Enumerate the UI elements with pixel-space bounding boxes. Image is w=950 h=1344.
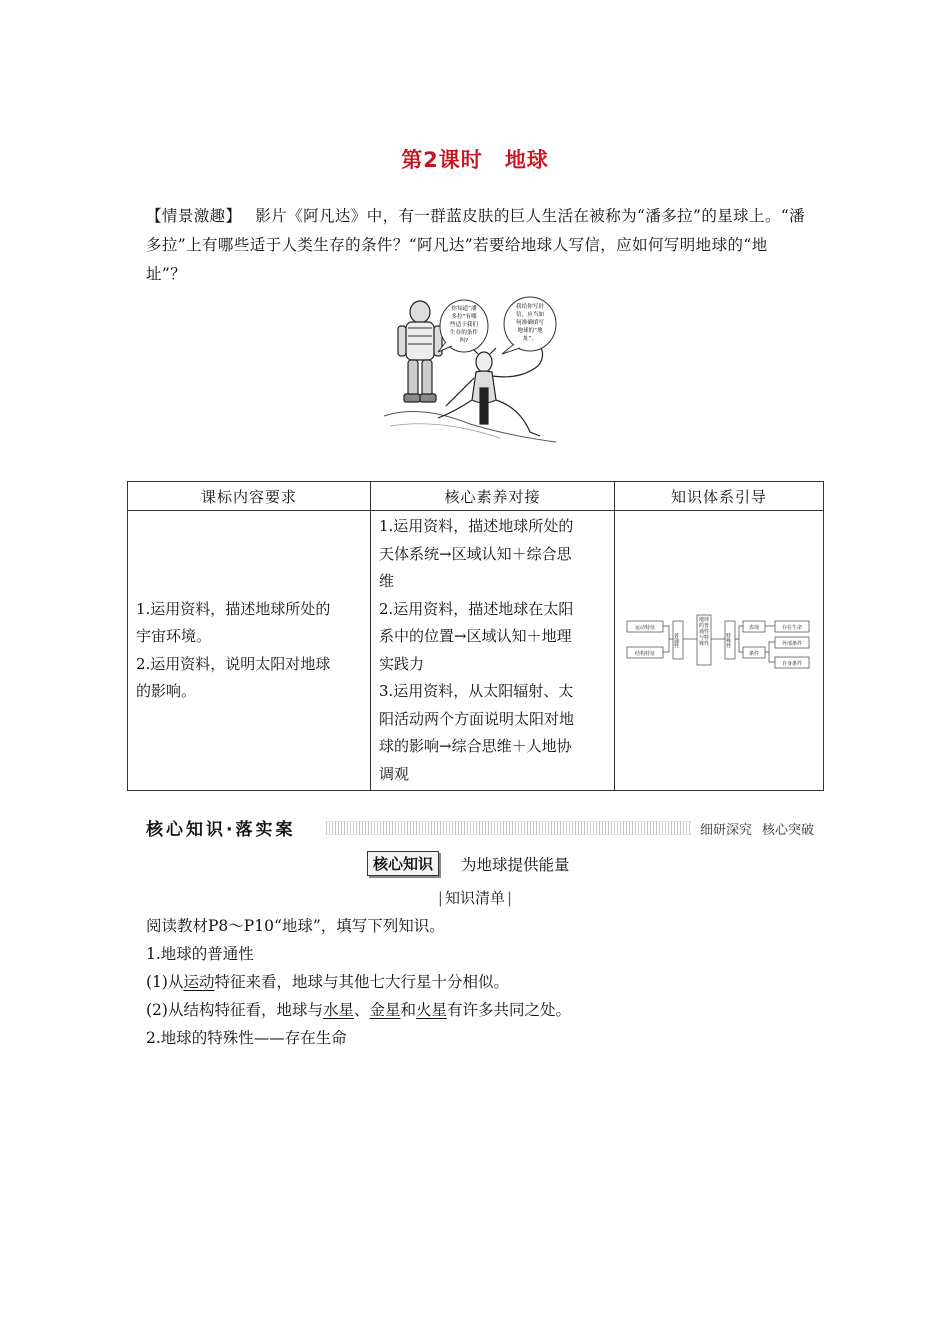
banner-subtitle-1: 细研深究 — [699, 823, 752, 838]
page-title — [0, 144, 950, 174]
table-header-row — [128, 482, 824, 511]
intro-text: 影片《阿凡达》中，有一群蓝皮肤的巨人生活在被称为“潘多拉”的星球上。“潘多拉”上有哪些适于人类生存的条件？“阿凡达”若要给地球人写信，应如何写明地球的“地址”？ — [146, 207, 806, 283]
item-motion-prefix: (1)从 — [146, 973, 184, 991]
bubble-right-line-5: 址”。 — [522, 336, 538, 342]
requirement-line: 宇宙环境。 — [136, 627, 212, 645]
section-banner — [146, 815, 816, 843]
item-motion — [146, 968, 816, 996]
bubble-left-line-4: 生存的条件 — [450, 330, 478, 336]
competency-line: 3.运用资料，从太阳辐射、太 — [379, 682, 574, 700]
separator: 、 — [353, 1001, 370, 1019]
header-knowledge-system: 知识体系引导 — [614, 482, 823, 511]
answer-mars: 火星 — [416, 1001, 448, 1019]
competency-line: 天体系统→区域认知＋综合思 — [379, 544, 572, 563]
core-knowledge-label: 核心知识 — [367, 851, 439, 876]
competency-line: 调观 — [379, 764, 410, 783]
competency-line: 维 — [379, 572, 395, 590]
header-curriculum-requirements: 课标内容要求 — [128, 482, 371, 511]
knowledge-list-title: | 知识清单 | — [437, 889, 513, 907]
answer-venus: 金星 — [369, 1001, 401, 1019]
requirements-cell — [128, 511, 371, 791]
bubble-left-line-1: 你知道“潘 — [451, 306, 477, 312]
header-core-competencies: 核心素养对接 — [371, 482, 615, 511]
bubble-right-line-4: 地球的“地 — [517, 328, 543, 334]
banner-subtitle — [692, 819, 816, 838]
lesson-number: 第2课时 — [401, 148, 483, 172]
speech-bubble-right — [502, 297, 556, 354]
diagram-node-generality: 普通性 — [672, 632, 679, 648]
knowledge-list-label: 知识清单 — [444, 889, 505, 907]
banner-subtitle-2: 核心突破 — [761, 823, 814, 838]
item-motion-suffix: 特征来看，地球与其他七大行星十分相似。 — [214, 973, 509, 991]
core-knowledge-text: 为地球提供能量 — [461, 855, 570, 874]
bubble-left-line-2: 多拉”有哪 — [451, 314, 477, 320]
requirement-line: 的影响。 — [136, 682, 197, 700]
intro-paragraph — [146, 202, 806, 289]
diagram-node-motion: 运动特征 — [634, 625, 655, 631]
intro-tag: 【情景激趣】 — [146, 207, 242, 225]
avatar-cartoon-illustration — [380, 296, 560, 448]
competency-line: 1.运用资料，描述地球所处的 — [379, 517, 574, 535]
answer-mercury: 水星 — [322, 1001, 354, 1019]
knowledge-diagram-cell — [614, 511, 823, 791]
competency-line: 阳活动两个方面说明太阳对地 — [379, 709, 575, 728]
competency-line: 系中的位置→区域认知＋地理 — [379, 627, 572, 645]
requirement-line: 2.运用资料，说明太阳对地球 — [136, 654, 331, 673]
diagram-node-external: 外部条件 — [781, 641, 802, 647]
competency-line: 实践力 — [379, 654, 425, 673]
answer-motion: 运动 — [183, 973, 215, 991]
speech-bubble-left — [438, 300, 488, 352]
item-structure-prefix: (2)从结构特征看，地球与 — [146, 1001, 323, 1019]
lesson-topic: 地球 — [504, 148, 549, 172]
conjunction: 和 — [400, 1001, 417, 1019]
curriculum-standards-table — [127, 481, 824, 791]
table-row — [128, 511, 824, 791]
reading-instruction: 阅读教材P8～P10“地球”，填写下列知识。 — [146, 917, 445, 935]
item-generality-heading: 1.地球的普通性 — [146, 945, 254, 963]
diagram-node-internal: 自身条件 — [781, 661, 802, 667]
core-knowledge-heading — [367, 851, 570, 876]
navi-figure — [438, 346, 543, 436]
diagram-node-center: 地球的普通性与特殊性 — [698, 617, 709, 647]
diagram-node-appear: 表现 — [748, 625, 759, 631]
requirement-line: 1.运用资料，描述地球所处的 — [136, 599, 331, 618]
diagram-node-structure: 结构特征 — [634, 651, 655, 657]
diagram-node-condition: 条件 — [748, 651, 759, 657]
bubble-left-line-3: 些适于我们 — [450, 322, 478, 328]
knowledge-system-diagram — [615, 511, 823, 790]
item-structure — [146, 996, 816, 1024]
astronaut-figure — [398, 301, 442, 402]
item-special-heading: 2.地球的特殊性——存在生命 — [146, 1029, 347, 1047]
competency-line: 2.运用资料，描述地球在太阳 — [379, 599, 574, 618]
item-structure-suffix: 有许多共同之处。 — [447, 1001, 572, 1019]
competencies-cell — [371, 511, 615, 791]
banner-title: 核心知识·落实案 — [146, 815, 299, 840]
knowledge-body — [146, 912, 816, 1052]
diagram-node-special: 特殊性 — [724, 632, 731, 648]
bubble-right-line-3: 何准确填写 — [516, 320, 544, 326]
bubble-right-line-1: 我给你写封 — [516, 304, 544, 310]
bubble-left-line-5: 吗? — [459, 338, 469, 344]
diagram-node-life: 存在生命 — [781, 625, 802, 631]
competency-line: 球的影响→综合思维＋人地协 — [379, 737, 572, 755]
bubble-right-line-2: 信，应当如 — [516, 312, 544, 318]
